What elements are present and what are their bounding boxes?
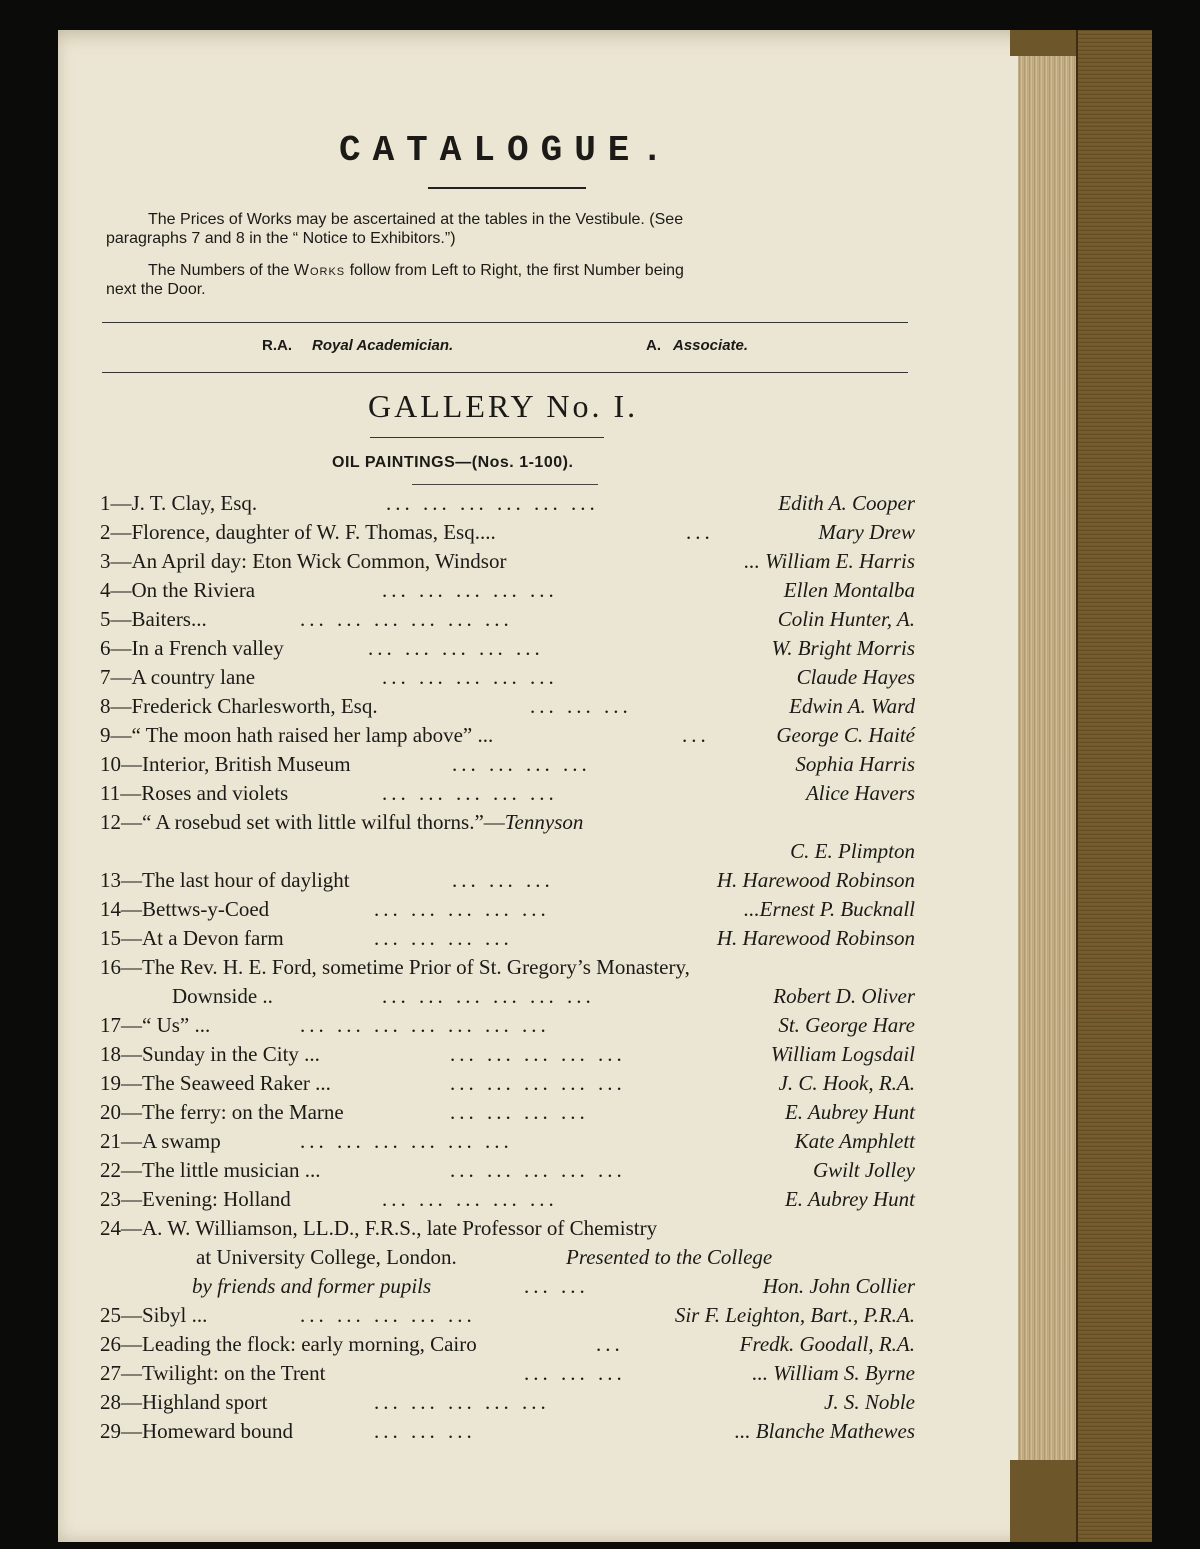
list-item	[100, 1214, 915, 1243]
notice-line-2: paragraphs 7 and 8 in the “ Notice to Exhibitors.”)	[106, 230, 456, 247]
leader-dots: ... ... ... ... ...	[382, 781, 558, 805]
numbering-notice	[106, 261, 918, 299]
list-item	[100, 924, 915, 953]
entry-artist: H. Harewood Robinson	[716, 926, 915, 950]
leader-dots: ... ... ... ...	[450, 1100, 589, 1124]
entry-artist: Sir F. Leighton, Bart., P.R.A.	[674, 1303, 915, 1327]
entry-title: 23—Evening: Holland	[100, 1187, 291, 1211]
entry-title-line	[100, 808, 583, 837]
entry-title-continuation: Downside ..	[172, 984, 273, 1008]
entry-title: 8—Frederick Charlesworth, Esq.	[100, 694, 378, 718]
list-item	[100, 518, 915, 547]
entry-artist: Alice Havers	[805, 781, 915, 805]
book-cover-spine	[1076, 30, 1152, 1542]
entry-artist: Ellen Montalba	[783, 578, 915, 602]
entry-artist: Edwin A. Ward	[789, 694, 915, 718]
entry-note: Presented to the College	[566, 1245, 773, 1269]
entry-artist: ... William S. Byrne	[752, 1361, 915, 1385]
entry-title: 17—“ Us” ...	[100, 1013, 211, 1037]
entry-note: by friends and former pupils	[192, 1274, 432, 1298]
entry-title: 14—Bettws-y-Coed	[100, 897, 270, 921]
leader-dots: ... ... ...	[374, 1419, 476, 1443]
list-item	[100, 1417, 915, 1446]
list-item	[100, 750, 915, 779]
list-item	[100, 866, 915, 895]
list-item	[100, 605, 915, 634]
list-item	[100, 721, 915, 750]
entry-title: 29—Homeward bound	[100, 1419, 294, 1443]
leader-dots: ... ... ... ...	[374, 926, 513, 950]
list-item-continuation	[100, 1243, 915, 1272]
entry-title: 5—Baiters...	[100, 607, 207, 631]
list-item	[100, 1156, 915, 1185]
entry-artist: St. George Hare	[778, 1013, 915, 1037]
list-item	[100, 895, 915, 924]
divider-bottom	[102, 372, 908, 373]
notice-works-word: Works	[293, 262, 346, 279]
entry-title: 11—Roses and violets	[100, 781, 289, 805]
leader-dots: ... ... ... ... ... ...	[300, 1129, 513, 1153]
gallery-underline	[370, 437, 604, 438]
catalogue-entries	[100, 489, 915, 1446]
entry-title: 7—A country lane	[100, 665, 256, 689]
leader-dots: ...	[686, 520, 714, 544]
notice-line-3-end: follow from Left to Right, the first Number being	[345, 262, 684, 279]
entry-title: 24—A. W. Williamson, LL.D., F.R.S., late Professor of Chemistry	[100, 1216, 658, 1240]
leader-dots: ... ... ...	[452, 868, 554, 892]
leader-dots: ... ... ... ... ... ... ...	[300, 1013, 550, 1037]
divider-top	[102, 322, 908, 323]
entry-title: 21—A swamp	[100, 1129, 221, 1153]
list-item	[100, 808, 915, 837]
leader-dots: ... ... ... ... ...	[382, 1187, 558, 1211]
price-notice	[106, 210, 918, 248]
list-item	[100, 1040, 915, 1069]
list-item	[100, 779, 915, 808]
entry-title-continuation: at University College, London.	[196, 1245, 457, 1269]
entry-artist: ... Blanche Mathewes	[734, 1419, 915, 1443]
entry-title: 4—On the Riviera	[100, 578, 256, 602]
entry-title: 20—The ferry: on the Marne	[100, 1100, 344, 1124]
list-item	[100, 1388, 915, 1417]
entry-artist: Fredk. Goodall, R.A.	[739, 1332, 915, 1356]
entry-artist: H. Harewood Robinson	[716, 868, 915, 892]
entry-title: 15—At a Devon farm	[100, 926, 284, 950]
leader-dots: ... ... ... ... ...	[450, 1071, 626, 1095]
notice-line-1: The Prices of Works may be ascertained at the tables in the Vestibule. (See	[148, 211, 684, 228]
gallery-heading: GALLERY No. I.	[368, 388, 639, 424]
entry-artist: Robert D. Oliver	[773, 984, 915, 1008]
list-item	[100, 1127, 915, 1156]
section-underline	[412, 484, 598, 485]
leader-dots: ... ...	[524, 1274, 589, 1298]
entry-artist: E. Aubrey Hunt	[784, 1187, 915, 1211]
notice-line-3-start: The Numbers of the	[148, 262, 294, 279]
entry-artist: J. C. Hook, R.A.	[778, 1071, 915, 1095]
entry-artist: George C. Haité	[776, 723, 915, 747]
a-code: A.	[646, 337, 661, 354]
list-item	[100, 1185, 915, 1214]
entry-title: 27—Twilight: on the Trent	[100, 1361, 326, 1385]
entry-title: 19—The Seaweed Raker ...	[100, 1071, 331, 1095]
notice-line-4: next the Door.	[106, 281, 206, 298]
entry-artist: ...Ernest P. Bucknall	[743, 897, 915, 921]
entry-title: 9—“ The moon hath raised her lamp above” ...	[100, 723, 494, 747]
entry-title: 22—The little musician ...	[100, 1158, 321, 1182]
entry-title: 18—Sunday in the City ...	[100, 1042, 320, 1066]
list-item	[100, 1330, 915, 1359]
entry-title: 10—Interior, British Museum	[100, 752, 351, 776]
entry-title: 13—The last hour of daylight	[100, 868, 350, 892]
entry-artist: Sophia Harris	[795, 752, 915, 776]
list-item-continuation	[100, 837, 915, 866]
entry-artist: W. Bright Morris	[771, 636, 915, 660]
entry-title: 16—The Rev. H. E. Ford, sometime Prior of St. Gregory’s Monastery,	[100, 955, 690, 979]
leader-dots: ... ... ... ... ... ...	[382, 984, 595, 1008]
a-label: Associate.	[673, 337, 749, 354]
list-item-continuation	[100, 982, 915, 1011]
list-item	[100, 1069, 915, 1098]
page-title: CATALOGUE.	[338, 130, 676, 171]
ra-label: Royal Academician.	[312, 337, 454, 354]
entry-artist: Edith A. Cooper	[778, 491, 915, 515]
list-item	[100, 1011, 915, 1040]
notice-line-3	[106, 261, 918, 280]
leader-dots: ... ... ... ... ...	[374, 897, 550, 921]
list-item	[100, 634, 915, 663]
list-item	[100, 576, 915, 605]
leader-dots: ... ... ... ... ...	[450, 1042, 626, 1066]
entry-artist: C. E. Plimpton	[790, 839, 915, 863]
leader-dots: ... ... ...	[530, 694, 632, 718]
leader-dots: ...	[682, 723, 710, 747]
leader-dots: ... ... ... ... ...	[382, 665, 558, 689]
list-item	[100, 1098, 915, 1127]
leader-dots: ... ... ... ... ...	[374, 1390, 550, 1414]
list-item	[100, 489, 915, 518]
leader-dots: ... ... ... ... ...	[368, 636, 544, 660]
leader-dots: ... ... ... ... ... ...	[386, 491, 599, 515]
leader-dots: ... ... ... ...	[452, 752, 591, 776]
list-item	[100, 1359, 915, 1388]
list-item	[100, 1301, 915, 1330]
entry-title: 26—Leading the flock: early morning, Cairo	[100, 1332, 477, 1356]
entry-title: 1—J. T. Clay, Esq.	[100, 491, 258, 515]
entry-title: 25—Sibyl ...	[100, 1303, 208, 1327]
title-underline	[428, 187, 586, 189]
entry-artist: Claude Hayes	[796, 665, 915, 689]
entry-title: 28—Highland sport	[100, 1390, 268, 1414]
entry-artist: Kate Amphlett	[794, 1129, 915, 1153]
abbreviation-key	[0, 337, 1200, 359]
entry-artist: ... William E. Harris	[744, 549, 915, 573]
section-heading: OIL PAINTINGS—(Nos. 1-100).	[332, 454, 574, 471]
entry-artist: William Logsdail	[770, 1042, 915, 1066]
leader-dots: ... ... ... ... ...	[382, 578, 558, 602]
leader-dots: ... ... ... ... ...	[300, 1303, 476, 1327]
entry-artist: Gwilt Jolley	[812, 1158, 915, 1182]
entry-artist: Colin Hunter, A.	[777, 607, 915, 631]
entry-title: 6—In a French valley	[100, 636, 284, 660]
entry-title: 3—An April day: Eton Wick Common, Windsor	[100, 549, 507, 573]
list-item	[100, 663, 915, 692]
leader-dots: ...	[596, 1332, 624, 1356]
list-item-continuation	[100, 1272, 915, 1301]
entry-title: 2—Florence, daughter of W. F. Thomas, Esq....	[100, 520, 496, 544]
entry-title: 12—“ A rosebud set with little wilful thorns.”—	[100, 810, 505, 834]
entry-artist: Mary Drew	[818, 520, 915, 544]
entry-artist: Hon. John Collier	[762, 1274, 915, 1298]
leader-dots: ... ... ... ... ... ...	[300, 607, 513, 631]
ra-code: R.A.	[262, 337, 292, 354]
entry-artist: J. S. Noble	[824, 1390, 915, 1414]
list-item	[100, 953, 915, 982]
quote-author: Tennyson	[504, 810, 584, 834]
list-item	[100, 547, 915, 576]
leader-dots: ... ... ... ... ...	[450, 1158, 626, 1182]
list-item	[100, 692, 915, 721]
leader-dots: ... ... ...	[524, 1361, 626, 1385]
entry-artist: E. Aubrey Hunt	[784, 1100, 915, 1124]
